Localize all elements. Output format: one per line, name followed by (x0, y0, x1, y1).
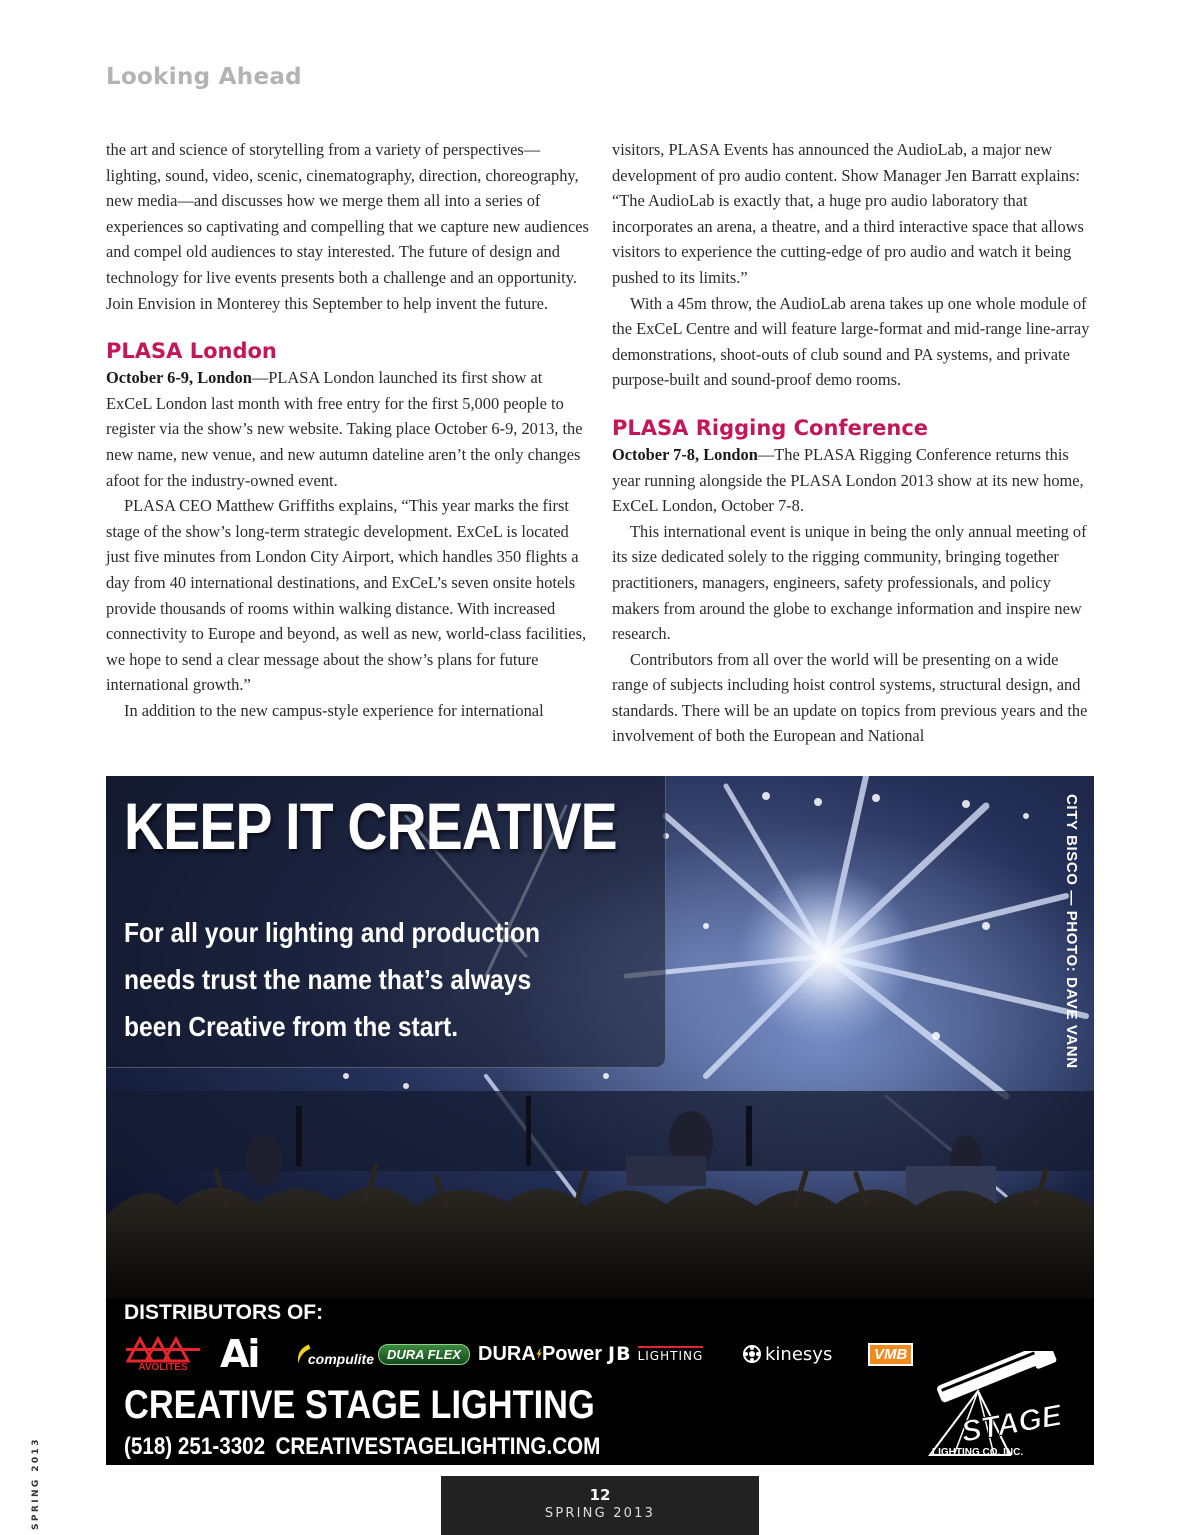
paragraph (106, 365, 590, 493)
brand-logos (122, 1332, 942, 1376)
section-label: Looking Ahead (106, 64, 302, 90)
jb-lighting-logo: JB LIGHTING (608, 1343, 704, 1365)
duraflex-logo: DURA FLEX (378, 1332, 470, 1376)
kinesys-flower-icon (742, 1344, 762, 1364)
paragraph (612, 442, 1096, 519)
durapower-logo: DURA Power (478, 1342, 602, 1365)
kinesys-logo: kinesys (742, 1332, 860, 1376)
website-link[interactable]: CREATIVESTAGELIGHTING.COM (275, 1433, 601, 1460)
ad-headline: KEEP IT CREATIVE (124, 789, 617, 863)
contact-line[interactable] (124, 1433, 600, 1461)
creative-stage-lighting-logo (918, 1351, 1088, 1461)
photo-credit: CITY BISCO — PHOTO: DAVE VANN (1063, 794, 1080, 1069)
logo-stage-text: STAGE (958, 1398, 1065, 1449)
phone-number[interactable]: (518) 251-3302 (124, 1433, 266, 1460)
heading-plasa-london: PLASA London (106, 339, 277, 364)
company-name: CREATIVE STAGE LIGHTING (124, 1383, 595, 1427)
side-issue-label: SPRING 2013 (31, 1437, 41, 1530)
paragraph: In addition to the new campus-style experience for international (124, 700, 544, 720)
avolites-logo: AVOLITES (122, 1332, 204, 1376)
distributors-label: DISTRIBUTORS OF: (124, 1301, 324, 1324)
page-folio (441, 1476, 759, 1535)
paragraph: With a 45m throw, the AudioLab arena takes up one whole module of the ExCeL Centre and will feature large-format and mid-range line-array demonstrations, shoot-outs of club sound and PA systems, and private purpose-built and sound-proof demo rooms. (612, 293, 1090, 390)
heading-plasa-rigging-conference: PLASA Rigging Conference (612, 415, 929, 440)
dateline: October 7-8, London (612, 444, 758, 464)
article-column-right (612, 137, 1096, 749)
ad-footer-band (106, 1299, 1094, 1465)
article-column-left (106, 137, 590, 723)
paragraph: This international event is unique in being the only annual meeting of its size dedicated solely to the rigging community, bringing together practitioners, managers, engineers, safety professionals, and policy makers from around the globe to exchange information and inspire new research. (612, 521, 1087, 644)
folio-issue: SPRING 2013 (544, 1506, 656, 1521)
paragraph: the art and science of storytelling from a variety of perspectives—lighting, sound, video, scenic, cinematography, direction, choreography, new media—and discusses how we merge them all into a series of experiences so captivating and compelling that we capture new audiences and compel old audiences to stay interested. The future of design and technology for live events presents both a challenge and an opportunity. Join Envision in Monterey this September to help invent the future. (106, 140, 589, 313)
vmb-logo: VMB (868, 1332, 924, 1376)
dateline: October 6-9, London (106, 368, 252, 388)
paragraph: Contributors from all over the world will be presenting on a wide range of subjects including hoist control systems, structural design, and standards. There will be an update on topics from previous years and the involvement of both the European and National (612, 649, 1088, 746)
paragraph: visitors, PLASA Events has announced the AudioLab, a major new development of pro audio content. Show Manager Jen Barratt explains: “The AudioLab is exactly that, a huge pro audio laboratory that incorporates an arena, a theatre, and a third interactive space that allows visitors to experience the cutting-edge of pro audio and watch it being pushed to its limits.” (612, 140, 1084, 287)
ai-logo: Ai (220, 1332, 259, 1376)
paragraph-body: —PLASA London launched its first show at ExCeL London last month with free entry for the first 5,000 people to register via the show’s new website. Taking place October 6-9, 2013, the new name, new venue, and new autumn dateline aren’t the only changes afoot for the industry-owned event. (106, 368, 583, 490)
compulite-logo: compulite (294, 1332, 374, 1376)
logo-lighting-co-text: LIGHTING CO. INC. (932, 1447, 1024, 1458)
advertisement[interactable] (106, 776, 1094, 1465)
ad-tagline: For all your lighting and production needs trust the name that’s always been Creative from the start. (124, 917, 541, 1042)
paragraph-body: —The PLASA Rigging Conference returns this year running alongside the PLASA London 2013 show at its new home, ExCeL London, October 7-8. (612, 444, 1084, 516)
paragraph: PLASA CEO Matthew Griffiths explains, “This year marks the first stage of the show’s long-term strategic development. ExCeL is located just five minutes from London City Airport, which handles 350 flights a day from 40 international destinations, and ExCeL’s seven onsite hotels provide thousands of rooms within walking distance. With increased connectivity to Europe and beyond, as well as new, world-class facilities, we hope to send a clear message about the show’s plans for future international growth.” (106, 496, 587, 695)
avolites-mark-icon (126, 1335, 200, 1363)
page-number: 12 (589, 1486, 611, 1504)
